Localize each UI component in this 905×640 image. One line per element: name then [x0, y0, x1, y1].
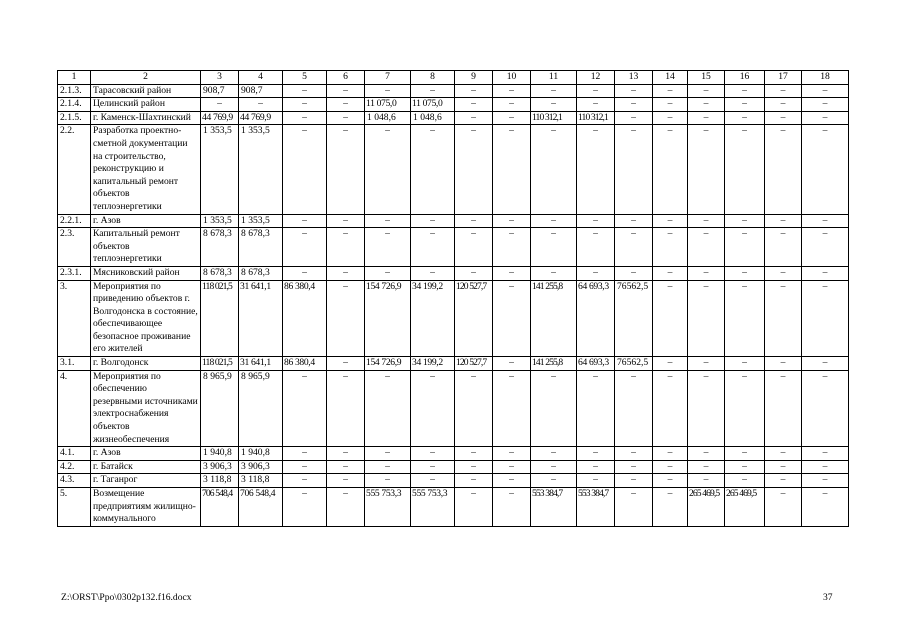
row-value-col-11: – — [531, 474, 577, 488]
footer-file-path: Z:\ORST\Ppo\0302p132.f16.docx — [61, 592, 192, 603]
row-value-col-7: 154 726,9 — [365, 357, 411, 371]
row-value-col-11: – — [531, 98, 577, 112]
row-value-col-13: 76562,5 — [615, 280, 653, 357]
table-row — [58, 280, 849, 357]
row-value-col-11: – — [531, 228, 577, 267]
row-value-col-17: – — [765, 370, 802, 447]
header-col-3: 3 — [201, 71, 239, 85]
row-value-col-8: 34 199,2 — [411, 357, 455, 371]
row-name: г. Батайск — [91, 460, 201, 474]
row-value-col-14: – — [653, 460, 688, 474]
row-value-col-5: – — [283, 370, 327, 447]
row-value-col-17: – — [765, 488, 802, 527]
row-value-col-5: – — [283, 488, 327, 527]
row-name: Возмещение предприятиям жилищно-коммунального — [91, 488, 201, 527]
row-value-col-18: – — [802, 125, 849, 214]
row-value-col-8: – — [411, 84, 455, 98]
row-value-col-12: 64 693,3 — [577, 280, 615, 357]
row-value-col-15: – — [688, 460, 725, 474]
row-value-col-15: – — [688, 214, 725, 228]
row-value-col-18: – — [802, 460, 849, 474]
row-value-col-17: – — [765, 266, 802, 280]
row-value-col-10: – — [493, 488, 531, 527]
row-value-col-10: – — [493, 214, 531, 228]
row-value-col-17: – — [765, 214, 802, 228]
row-value-col-12: – — [577, 474, 615, 488]
header-col-18: 18 — [802, 71, 849, 85]
header-col-13: 13 — [615, 71, 653, 85]
row-value-col-14: – — [653, 488, 688, 527]
table-row — [58, 370, 849, 447]
row-value-col-9: – — [455, 266, 493, 280]
row-value-col-18: – — [802, 370, 849, 447]
row-name: Целинский район — [91, 98, 201, 112]
row-value-col-12: – — [577, 370, 615, 447]
row-value-col-6: – — [327, 98, 365, 112]
row-value-col-5: – — [283, 84, 327, 98]
row-value-col-14: – — [653, 266, 688, 280]
row-value-col-3: 44 769,9 — [201, 111, 239, 125]
row-value-col-13: – — [615, 84, 653, 98]
row-value-col-5: – — [283, 228, 327, 267]
row-value-col-17: – — [765, 280, 802, 357]
row-name: г. Азов — [91, 447, 201, 461]
row-value-col-15: – — [688, 474, 725, 488]
row-number: 2.1.3. — [58, 84, 91, 98]
row-value-col-16: – — [725, 460, 765, 474]
row-value-col-18: – — [802, 84, 849, 98]
row-value-col-10: – — [493, 370, 531, 447]
row-value-col-7: – — [365, 460, 411, 474]
row-value-col-13: – — [615, 111, 653, 125]
row-value-col-18: – — [802, 111, 849, 125]
header-col-8: 8 — [411, 71, 455, 85]
row-value-col-18: – — [802, 488, 849, 527]
header-col-2: 2 — [91, 71, 201, 85]
row-value-col-13: – — [615, 460, 653, 474]
row-value-col-10: – — [493, 125, 531, 214]
row-value-col-15: – — [688, 98, 725, 112]
row-value-col-13: – — [615, 370, 653, 447]
row-name: Мероприятия по приведению объектов г. Волгодонска в состояние, обеспечивающее безопасное проживание его жителей — [91, 280, 201, 357]
row-value-col-4: 8 678,3 — [239, 228, 283, 267]
row-value-col-16: – — [725, 214, 765, 228]
row-value-col-8: – — [411, 460, 455, 474]
row-number: 2.3. — [58, 228, 91, 267]
row-name: Мероприятия по обеспечению резервными источниками электроснабжения объектов жизнеобеспечения — [91, 370, 201, 447]
row-name: Мясниковский район — [91, 266, 201, 280]
row-value-col-7: – — [365, 370, 411, 447]
row-name: Капитальный ремонт объектов теплоэнергетики — [91, 228, 201, 267]
row-value-col-13: – — [615, 98, 653, 112]
header-col-6: 6 — [327, 71, 365, 85]
row-value-col-7: – — [365, 474, 411, 488]
row-value-col-9: – — [455, 460, 493, 474]
row-name: г. Каменск-Шахтинский — [91, 111, 201, 125]
row-value-col-3: 8 678,3 — [201, 228, 239, 267]
row-value-col-14: – — [653, 214, 688, 228]
row-value-col-15: – — [688, 280, 725, 357]
row-value-col-4: 1 353,5 — [239, 125, 283, 214]
row-value-col-12: 64 693,3 — [577, 357, 615, 371]
row-value-col-12: – — [577, 84, 615, 98]
row-value-col-7: 154 726,9 — [365, 280, 411, 357]
row-value-col-18: – — [802, 214, 849, 228]
row-value-col-10: – — [493, 84, 531, 98]
row-value-col-8: – — [411, 370, 455, 447]
table-row — [58, 125, 849, 214]
row-value-col-5: 86 380,4 — [283, 357, 327, 371]
row-value-col-15: – — [688, 84, 725, 98]
row-value-col-9: – — [455, 125, 493, 214]
row-value-col-12: 110 312,1 — [577, 111, 615, 125]
row-value-col-14: – — [653, 474, 688, 488]
row-value-col-3: 118 021,5 — [201, 357, 239, 371]
table-row — [58, 214, 849, 228]
row-value-col-16: – — [725, 111, 765, 125]
row-number: 2.2.1. — [58, 214, 91, 228]
row-value-col-14: – — [653, 370, 688, 447]
row-value-col-18: – — [802, 98, 849, 112]
row-value-col-10: – — [493, 460, 531, 474]
row-value-col-16: – — [725, 98, 765, 112]
row-value-col-11: – — [531, 266, 577, 280]
header-col-15: 15 — [688, 71, 725, 85]
row-value-col-9: – — [455, 488, 493, 527]
table-row — [58, 266, 849, 280]
row-value-col-8: – — [411, 214, 455, 228]
row-value-col-16: – — [725, 266, 765, 280]
row-value-col-18: – — [802, 228, 849, 267]
row-number: 5. — [58, 488, 91, 527]
row-value-col-9: – — [455, 111, 493, 125]
row-value-col-4: 44 769,9 — [239, 111, 283, 125]
row-value-col-3: – — [201, 98, 239, 112]
row-value-col-11: – — [531, 447, 577, 461]
table-row — [58, 111, 849, 125]
row-value-col-11: 110 312,1 — [531, 111, 577, 125]
row-value-col-12: – — [577, 447, 615, 461]
row-value-col-8: 555 753,3 — [411, 488, 455, 527]
data-table — [57, 70, 849, 527]
row-value-col-17: – — [765, 447, 802, 461]
row-value-col-14: – — [653, 357, 688, 371]
row-value-col-10: – — [493, 357, 531, 371]
row-value-col-17: – — [765, 460, 802, 474]
row-value-col-8: 11 075,0 — [411, 98, 455, 112]
row-value-col-5: – — [283, 266, 327, 280]
table-row — [58, 488, 849, 527]
row-name: Разработка проектно-сметной документации на строительство, реконструкцию и капитальный ремонт объектов теплоэнергетики — [91, 125, 201, 214]
row-value-col-6: – — [327, 266, 365, 280]
row-value-col-7: – — [365, 214, 411, 228]
row-value-col-15: 265 469,5 — [688, 488, 725, 527]
row-value-col-5: – — [283, 460, 327, 474]
header-col-11: 11 — [531, 71, 577, 85]
row-value-col-10: – — [493, 447, 531, 461]
row-value-col-8: 1 048,6 — [411, 111, 455, 125]
row-value-col-16: – — [725, 370, 765, 447]
table-row — [58, 84, 849, 98]
row-name: г. Таганрог — [91, 474, 201, 488]
row-value-col-3: 706 548,4 — [201, 488, 239, 527]
row-value-col-15: – — [688, 111, 725, 125]
row-number: 3.1. — [58, 357, 91, 371]
row-value-col-17: – — [765, 125, 802, 214]
row-value-col-16: – — [725, 357, 765, 371]
row-value-col-15: – — [688, 125, 725, 214]
row-value-col-18: – — [802, 266, 849, 280]
row-value-col-10: – — [493, 266, 531, 280]
row-value-col-6: – — [327, 460, 365, 474]
row-number: 2.3.1. — [58, 266, 91, 280]
row-value-col-12: – — [577, 266, 615, 280]
row-value-col-11: – — [531, 84, 577, 98]
row-value-col-16: – — [725, 125, 765, 214]
row-value-col-15: – — [688, 447, 725, 461]
row-value-col-12: – — [577, 214, 615, 228]
row-value-col-3: 3 906,3 — [201, 460, 239, 474]
row-value-col-9: 120 527,7 — [455, 280, 493, 357]
row-value-col-3: 1 940,8 — [201, 447, 239, 461]
row-name: г. Азов — [91, 214, 201, 228]
row-value-col-7: – — [365, 447, 411, 461]
row-value-col-8: – — [411, 474, 455, 488]
row-value-col-7: 555 753,3 — [365, 488, 411, 527]
row-value-col-3: 3 118,8 — [201, 474, 239, 488]
row-value-col-14: – — [653, 280, 688, 357]
header-col-7: 7 — [365, 71, 411, 85]
row-value-col-15: – — [688, 357, 725, 371]
table-header-row — [58, 71, 849, 85]
row-value-col-5: – — [283, 214, 327, 228]
row-value-col-14: – — [653, 447, 688, 461]
row-value-col-17: – — [765, 111, 802, 125]
row-value-col-13: – — [615, 488, 653, 527]
header-col-9: 9 — [455, 71, 493, 85]
row-value-col-9: – — [455, 98, 493, 112]
row-value-col-15: – — [688, 228, 725, 267]
row-value-col-9: – — [455, 214, 493, 228]
row-number: 3. — [58, 280, 91, 357]
row-value-col-3: 1 353,5 — [201, 214, 239, 228]
row-value-col-3: 8 678,3 — [201, 266, 239, 280]
row-value-col-10: – — [493, 280, 531, 357]
row-value-col-4: 908,7 — [239, 84, 283, 98]
row-value-col-12: 553 384,7 — [577, 488, 615, 527]
row-number: 2.1.4. — [58, 98, 91, 112]
row-name: Тарасовский район — [91, 84, 201, 98]
row-value-col-11: 141 255,8 — [531, 280, 577, 357]
row-value-col-12: – — [577, 125, 615, 214]
row-value-col-16: – — [725, 447, 765, 461]
table-row — [58, 447, 849, 461]
row-value-col-5: – — [283, 474, 327, 488]
row-value-col-6: – — [327, 125, 365, 214]
row-value-col-4: – — [239, 98, 283, 112]
row-value-col-3: 8 965,9 — [201, 370, 239, 447]
row-value-col-5: – — [283, 111, 327, 125]
row-value-col-6: – — [327, 370, 365, 447]
row-value-col-13: – — [615, 266, 653, 280]
row-number: 2.2. — [58, 125, 91, 214]
row-value-col-10: – — [493, 228, 531, 267]
row-value-col-5: – — [283, 447, 327, 461]
header-col-12: 12 — [577, 71, 615, 85]
row-value-col-17: – — [765, 474, 802, 488]
table-row — [58, 228, 849, 267]
row-number: 4. — [58, 370, 91, 447]
header-col-1: 1 — [58, 71, 91, 85]
header-col-17: 17 — [765, 71, 802, 85]
row-value-col-17: – — [765, 357, 802, 371]
row-number: 4.2. — [58, 460, 91, 474]
row-value-col-4: 3 906,3 — [239, 460, 283, 474]
row-value-col-8: – — [411, 228, 455, 267]
row-value-col-5: 86 380,4 — [283, 280, 327, 357]
row-value-col-9: – — [455, 447, 493, 461]
row-value-col-4: 8 678,3 — [239, 266, 283, 280]
row-value-col-16: – — [725, 474, 765, 488]
row-value-col-15: – — [688, 370, 725, 447]
row-value-col-7: – — [365, 125, 411, 214]
row-value-col-14: – — [653, 84, 688, 98]
row-value-col-4: 1 940,8 — [239, 447, 283, 461]
row-value-col-3: 118 021,5 — [201, 280, 239, 357]
row-value-col-4: 3 118,8 — [239, 474, 283, 488]
table-row — [58, 98, 849, 112]
row-value-col-14: – — [653, 228, 688, 267]
row-value-col-7: 1 048,6 — [365, 111, 411, 125]
row-value-col-5: – — [283, 125, 327, 214]
row-value-col-11: – — [531, 125, 577, 214]
header-col-10: 10 — [493, 71, 531, 85]
row-value-col-17: – — [765, 84, 802, 98]
row-value-col-7: – — [365, 266, 411, 280]
row-name: г. Волгодонск — [91, 357, 201, 371]
row-value-col-8: 34 199,2 — [411, 280, 455, 357]
row-value-col-4: 706 548,4 — [239, 488, 283, 527]
row-value-col-10: – — [493, 111, 531, 125]
row-value-col-6: – — [327, 84, 365, 98]
row-value-col-13: – — [615, 228, 653, 267]
row-value-col-6: – — [327, 447, 365, 461]
row-value-col-6: – — [327, 280, 365, 357]
row-value-col-3: 908,7 — [201, 84, 239, 98]
header-col-16: 16 — [725, 71, 765, 85]
row-value-col-14: – — [653, 125, 688, 214]
row-value-col-18: – — [802, 357, 849, 371]
row-value-col-9: – — [455, 84, 493, 98]
row-value-col-16: – — [725, 228, 765, 267]
row-value-col-13: – — [615, 125, 653, 214]
row-value-col-11: – — [531, 370, 577, 447]
row-value-col-3: 1 353,5 — [201, 125, 239, 214]
row-value-col-17: – — [765, 228, 802, 267]
row-value-col-12: – — [577, 98, 615, 112]
row-value-col-15: – — [688, 266, 725, 280]
row-number: 2.1.5. — [58, 111, 91, 125]
header-col-4: 4 — [239, 71, 283, 85]
row-value-col-16: – — [725, 84, 765, 98]
row-value-col-9: – — [455, 474, 493, 488]
row-value-col-9: – — [455, 370, 493, 447]
row-value-col-11: 141 255,8 — [531, 357, 577, 371]
row-value-col-6: – — [327, 357, 365, 371]
row-value-col-4: 31 641,1 — [239, 280, 283, 357]
row-value-col-4: 31 641,1 — [239, 357, 283, 371]
row-value-col-12: – — [577, 460, 615, 474]
row-value-col-16: 265 469,5 — [725, 488, 765, 527]
row-value-col-9: – — [455, 228, 493, 267]
row-value-col-11: 553 384,7 — [531, 488, 577, 527]
row-value-col-5: – — [283, 98, 327, 112]
table-row — [58, 357, 849, 371]
row-value-col-8: – — [411, 266, 455, 280]
row-value-col-14: – — [653, 111, 688, 125]
table-row — [58, 474, 849, 488]
row-value-col-12: – — [577, 228, 615, 267]
row-value-col-14: – — [653, 98, 688, 112]
row-value-col-6: – — [327, 214, 365, 228]
row-value-col-7: – — [365, 228, 411, 267]
row-value-col-10: – — [493, 98, 531, 112]
row-number: 4.1. — [58, 447, 91, 461]
row-value-col-6: – — [327, 228, 365, 267]
row-value-col-13: 76562,5 — [615, 357, 653, 371]
row-value-col-4: 8 965,9 — [239, 370, 283, 447]
row-value-col-8: – — [411, 447, 455, 461]
row-value-col-7: – — [365, 84, 411, 98]
header-col-5: 5 — [283, 71, 327, 85]
row-value-col-18: – — [802, 280, 849, 357]
row-value-col-6: – — [327, 474, 365, 488]
row-value-col-6: – — [327, 488, 365, 527]
row-value-col-13: – — [615, 447, 653, 461]
header-col-14: 14 — [653, 71, 688, 85]
row-value-col-4: 1 353,5 — [239, 214, 283, 228]
row-value-col-18: – — [802, 474, 849, 488]
row-value-col-11: – — [531, 460, 577, 474]
footer-page-number: 37 — [823, 592, 833, 603]
row-value-col-10: – — [493, 474, 531, 488]
row-value-col-8: – — [411, 125, 455, 214]
row-value-col-13: – — [615, 214, 653, 228]
row-number: 4.3. — [58, 474, 91, 488]
row-value-col-6: – — [327, 111, 365, 125]
row-value-col-17: – — [765, 98, 802, 112]
row-value-col-16: – — [725, 280, 765, 357]
row-value-col-9: 120 527,7 — [455, 357, 493, 371]
row-value-col-11: – — [531, 214, 577, 228]
row-value-col-18: – — [802, 447, 849, 461]
row-value-col-7: 11 075,0 — [365, 98, 411, 112]
table-row — [58, 460, 849, 474]
row-value-col-13: – — [615, 474, 653, 488]
